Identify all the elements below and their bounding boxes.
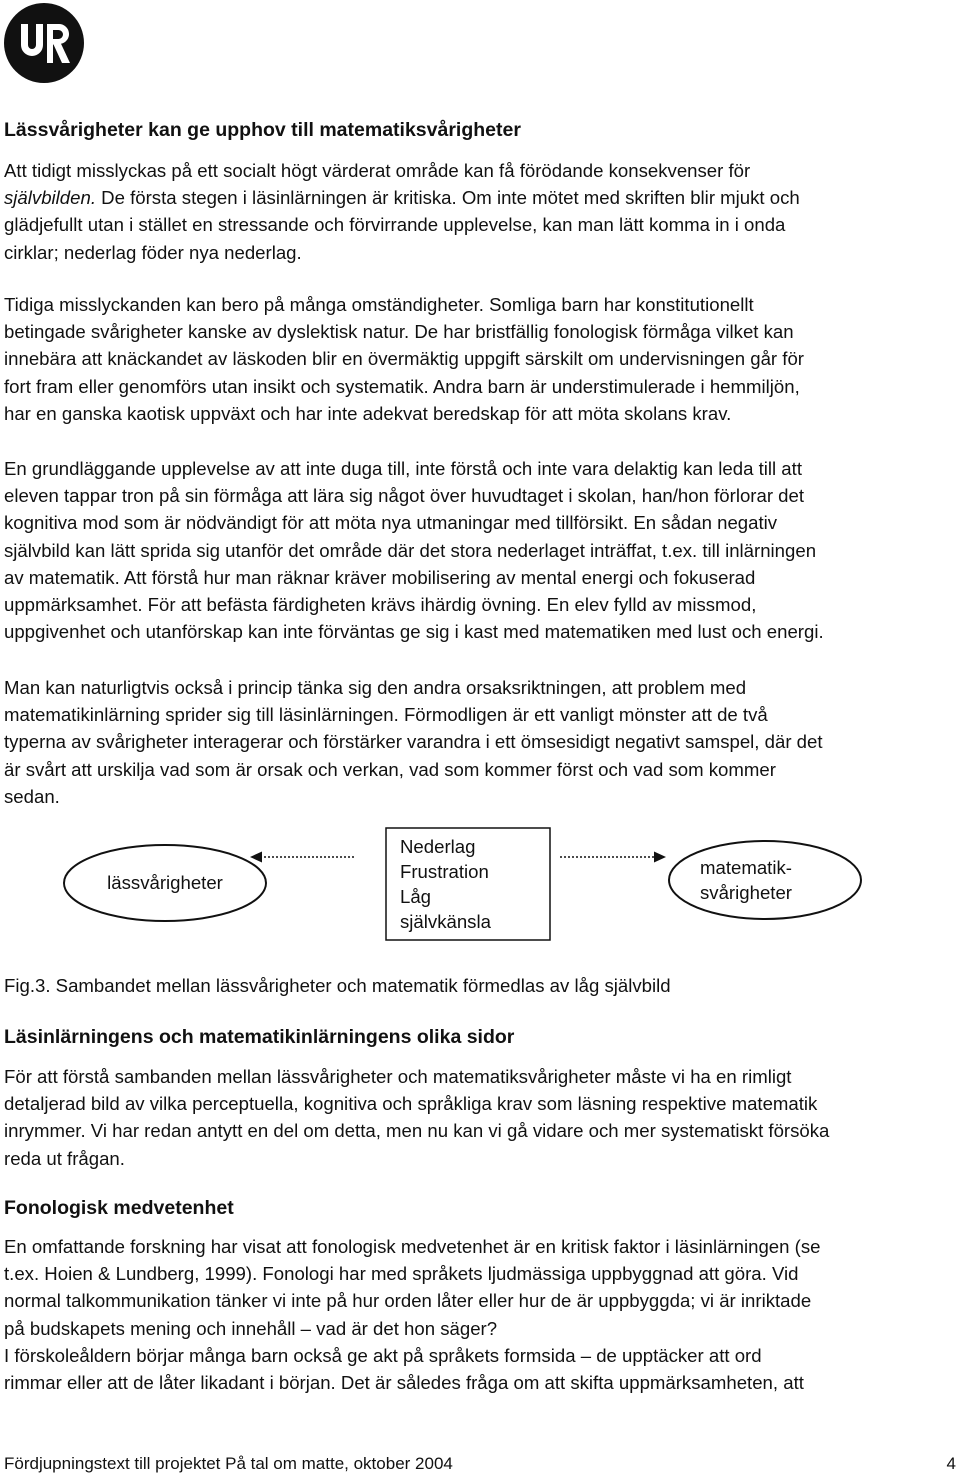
text-line: uppgivenhet och utanförskap kan inte förväntas ge sig i kast med matematiken med lust och energi. [4, 621, 824, 643]
paragraph [4, 1063, 960, 1172]
page-number: 4 [946, 1454, 956, 1473]
text-line: En omfattande forskning har visat att fonologisk medvetenhet är en kritisk faktor i läsinlärningen (se [4, 1236, 821, 1257]
text-line: har en ganska kaotisk uppväxt och har inte adekvat beredskap för att möta skolans krav. [4, 402, 732, 424]
text-line: på budskapets mening och innehåll – vad är det hon säger? [4, 1317, 498, 1339]
center-box-text [400, 834, 491, 934]
label-line: Frustration [400, 861, 489, 882]
left-ellipse-label [84, 870, 246, 895]
paragraph [4, 157, 960, 266]
section-heading: Läsinlärningens och matematikinlärningens olika sidor [4, 1026, 515, 1048]
ur-logo [4, 3, 84, 83]
relationship-diagram [0, 820, 960, 950]
text-line: matematikinlärning sprider sig till läsinlärningen. Förmodligen är ett vanligt mönster att de två [4, 704, 768, 726]
text-line: självbild kan lätt sprida sig utanför det område där det stora nederlaget inträffat, t.ex. till inlärningen [4, 539, 817, 561]
label-line: svårigheter [700, 882, 792, 903]
ur-logo-mark [4, 3, 84, 83]
text-line: Att tidigt misslyckas på ett socialt högt värderat område kan få förödande konsekvenser för [4, 160, 751, 181]
text-line: I förskoleåldern börjar många barn också ge akt på språkets formsida – de upptäcker att ord [4, 1344, 762, 1366]
text-line: normal talkommunikation tänker vi inte på hur orden låter eller hur de är uppbyggda; vi är inriktade [4, 1290, 812, 1312]
text-line: betingade svårigheter kanske av dyslektisk natur. De har bristfällig fonologisk förmåga vilket kan [4, 321, 794, 343]
text-line: detaljerad bild av vilka perceptuella, kognitiva och språkliga krav som läsning respektive matematik [4, 1093, 818, 1115]
section-heading: Fonologisk medvetenhet [4, 1197, 234, 1219]
text-line: eleven tappar tron på sin förmåga att lära sig något över huvudtaget i skolan, han/hon förlorar det [4, 485, 805, 507]
arrow-head-right [654, 852, 666, 863]
text-line: reda ut frågan. [4, 1147, 125, 1169]
label-line: självkänsla [400, 911, 491, 932]
arrow-head-left [250, 852, 262, 863]
paragraph [4, 291, 960, 427]
text-line: rimmar eller att de låter likadant i början. Det är således fråga om att skifta uppmärksamheten, att [4, 1372, 804, 1394]
text-line: innebära att knäckandet av läskoden blir en övermäktig uppgift särskilt om undervisningen går för [4, 348, 804, 370]
text-line: Tidiga misslyckanden kan bero på många omständigheter. Somliga barn har konstitutionellt [4, 294, 754, 315]
paragraph [4, 674, 960, 810]
figure-caption: Fig.3. Sambandet mellan lässvårigheter och matematik förmedlas av låg självbild [4, 975, 671, 996]
text-line: kognitiva mod som är nödvändigt för att möta nya utmaningar med tillförsikt. En sådan negativ [4, 512, 778, 534]
text-line: typerna av svårigheter interagerar och förstärker varandra i ett ömsesidigt negativt samspel, där det [4, 731, 823, 753]
text-line: sedan. [4, 785, 60, 807]
paragraph [4, 455, 960, 645]
label-line: Låg [400, 886, 432, 907]
text-line [4, 184, 960, 211]
text-line: är svårt att urskilja vad som är orsak och verkan, vad som kommer först och vad som kommer [4, 758, 776, 780]
text-line: glädjefullt utan i stället en stressande och förvirrande upplevelse, kan man lätt komma in i onda [4, 214, 786, 236]
italic-word: självbilden. [4, 187, 96, 209]
text-line: inrymmer. Vi har redan antytt en del om detta, men nu kan vi gå vidare och mer systematiskt försöka [4, 1120, 830, 1142]
paragraph [4, 1233, 960, 1396]
text-line: En grundläggande upplevelse av att inte duga till, inte förstå och inte vara delaktig kan leda till att [4, 458, 802, 479]
label-line: Nederlag [400, 836, 476, 857]
text-line: För att förstå sambanden mellan lässvårigheter och matematiksvårigheter måste vi ha en rimligt [4, 1066, 792, 1087]
text-fragment: De första stegen i läsinlärningen är kritiska. Om inte mötet med skriften blir mjukt och [96, 187, 800, 209]
text-line: uppmärksamhet. För att befästa färdigheten krävs ihärdig övning. En elev fylld av missmod, [4, 594, 757, 616]
text-line: Man kan naturligtvis också i princip tänka sig den andra orsaksriktningen, att problem med [4, 677, 747, 698]
text-line: cirklar; nederlag föder nya nederlag. [4, 241, 302, 263]
footer-text: Fördjupningstext till projektet På tal om matte, oktober 2004 [4, 1454, 453, 1473]
right-ellipse-label [700, 855, 792, 905]
label-line: matematik- [700, 857, 792, 878]
text-line: av matematik. Att förstå hur man räknar kräver mobilisering av mental energi och fokuserad [4, 566, 756, 588]
section-heading: Lässvårigheter kan ge upphov till matematiksvårigheter [4, 119, 521, 141]
label-line: lässvårigheter [107, 872, 223, 893]
text-line: t.ex. Hoien & Lundberg, 1999). Fonologi har med språkets ljudmässiga uppbyggnad att göra. Vid [4, 1263, 799, 1285]
text-line: fort fram eller genomförs utan insikt och systematik. Andra barn är understimulerade i hemmiljön, [4, 375, 800, 397]
